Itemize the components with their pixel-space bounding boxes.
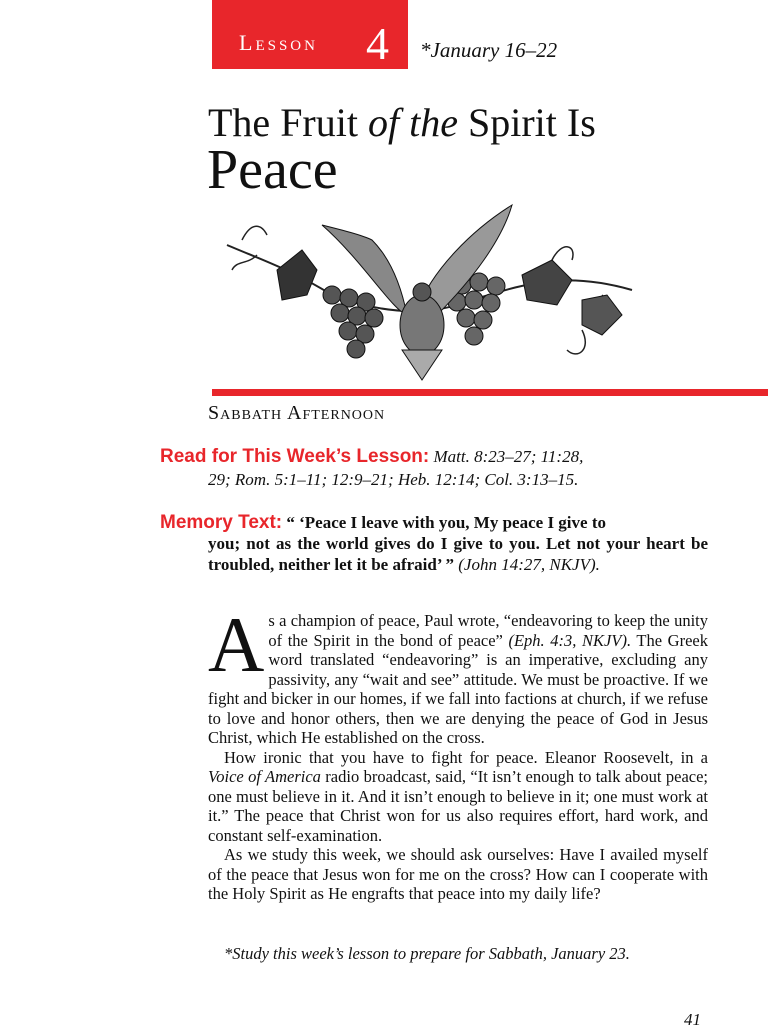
- memory-text: Memory Text: “ ‘Peace I leave with you, My peace I give to: [160, 512, 606, 533]
- lesson-number: 4: [366, 18, 389, 69]
- page-number: 41: [684, 1010, 701, 1029]
- section-divider: [212, 389, 768, 396]
- footnote: *Study this week’s lesson to prepare for Sabbath, January 23.: [224, 944, 630, 963]
- lesson-body: [208, 601, 708, 904]
- memory-label: Memory Text:: [160, 512, 283, 533]
- reading-assignment: [160, 446, 708, 468]
- section-heading: Sabbath Afternoon: [208, 402, 386, 424]
- paragraph-2: How ironic that you have to fight for peace. Eleanor Roosevelt, in a Voice of America radio broadcast, said, “It isn’t enough to talk about peace; one must believe in it. And it isn’t enough to believe in it; one must work at it.” The peace that Christ won for us also requires effort, hard work, and constant self-examination.: [208, 747, 708, 845]
- reading-refs: Matt. 8:23–27; 11:28,: [433, 447, 584, 466]
- paragraph-1: As a champion of peace, Paul wrote, “endeavoring to keep the unity of the Spirit in the bond of peace” (Eph. 4:3, NKJV). The Greek word translated “endeavoring” is an imperative, excluding any passivity, any “wait and see” attitude. We must be proactive. If we fight and bicker in our homes, if we fall into factions at church, if we refuse to love and honor others, then we are denying the peace of God in Jesus Christ, which He established on the cross.: [208, 601, 708, 747]
- reading-refs-continued: 29; Rom. 5:1–11; 12:9–21; Heb. 12:14; Col. 3:13–15.: [208, 470, 579, 489]
- reading-label: Read for This Week’s Lesson:: [160, 446, 430, 467]
- lesson-label: Lesson: [239, 30, 318, 55]
- memory-citation: (John 14:27, NKJV).: [458, 555, 600, 574]
- memory-text-continued: you; not as the world gives do I give to you. Let not your heart be troubled, neither let it be afraid’ ” (John 14:27, NKJV).: [208, 534, 708, 574]
- page-title-main: Peace: [207, 139, 338, 201]
- page-title: The Fruit of the Spirit Is: [208, 100, 596, 145]
- paragraph-3: As we study this week, we should ask ourselves: Have I availed myself of the peace that Jesus won for me on the cross? How can I cooperate with the Holy Spirit as He engrafts that peace into my daily life?: [208, 845, 708, 903]
- lesson-badge: [212, 0, 408, 69]
- lesson-dates: *January 16–22: [420, 38, 558, 62]
- dove-with-grapes-icon: [222, 200, 642, 385]
- drop-cap: A: [208, 601, 265, 688]
